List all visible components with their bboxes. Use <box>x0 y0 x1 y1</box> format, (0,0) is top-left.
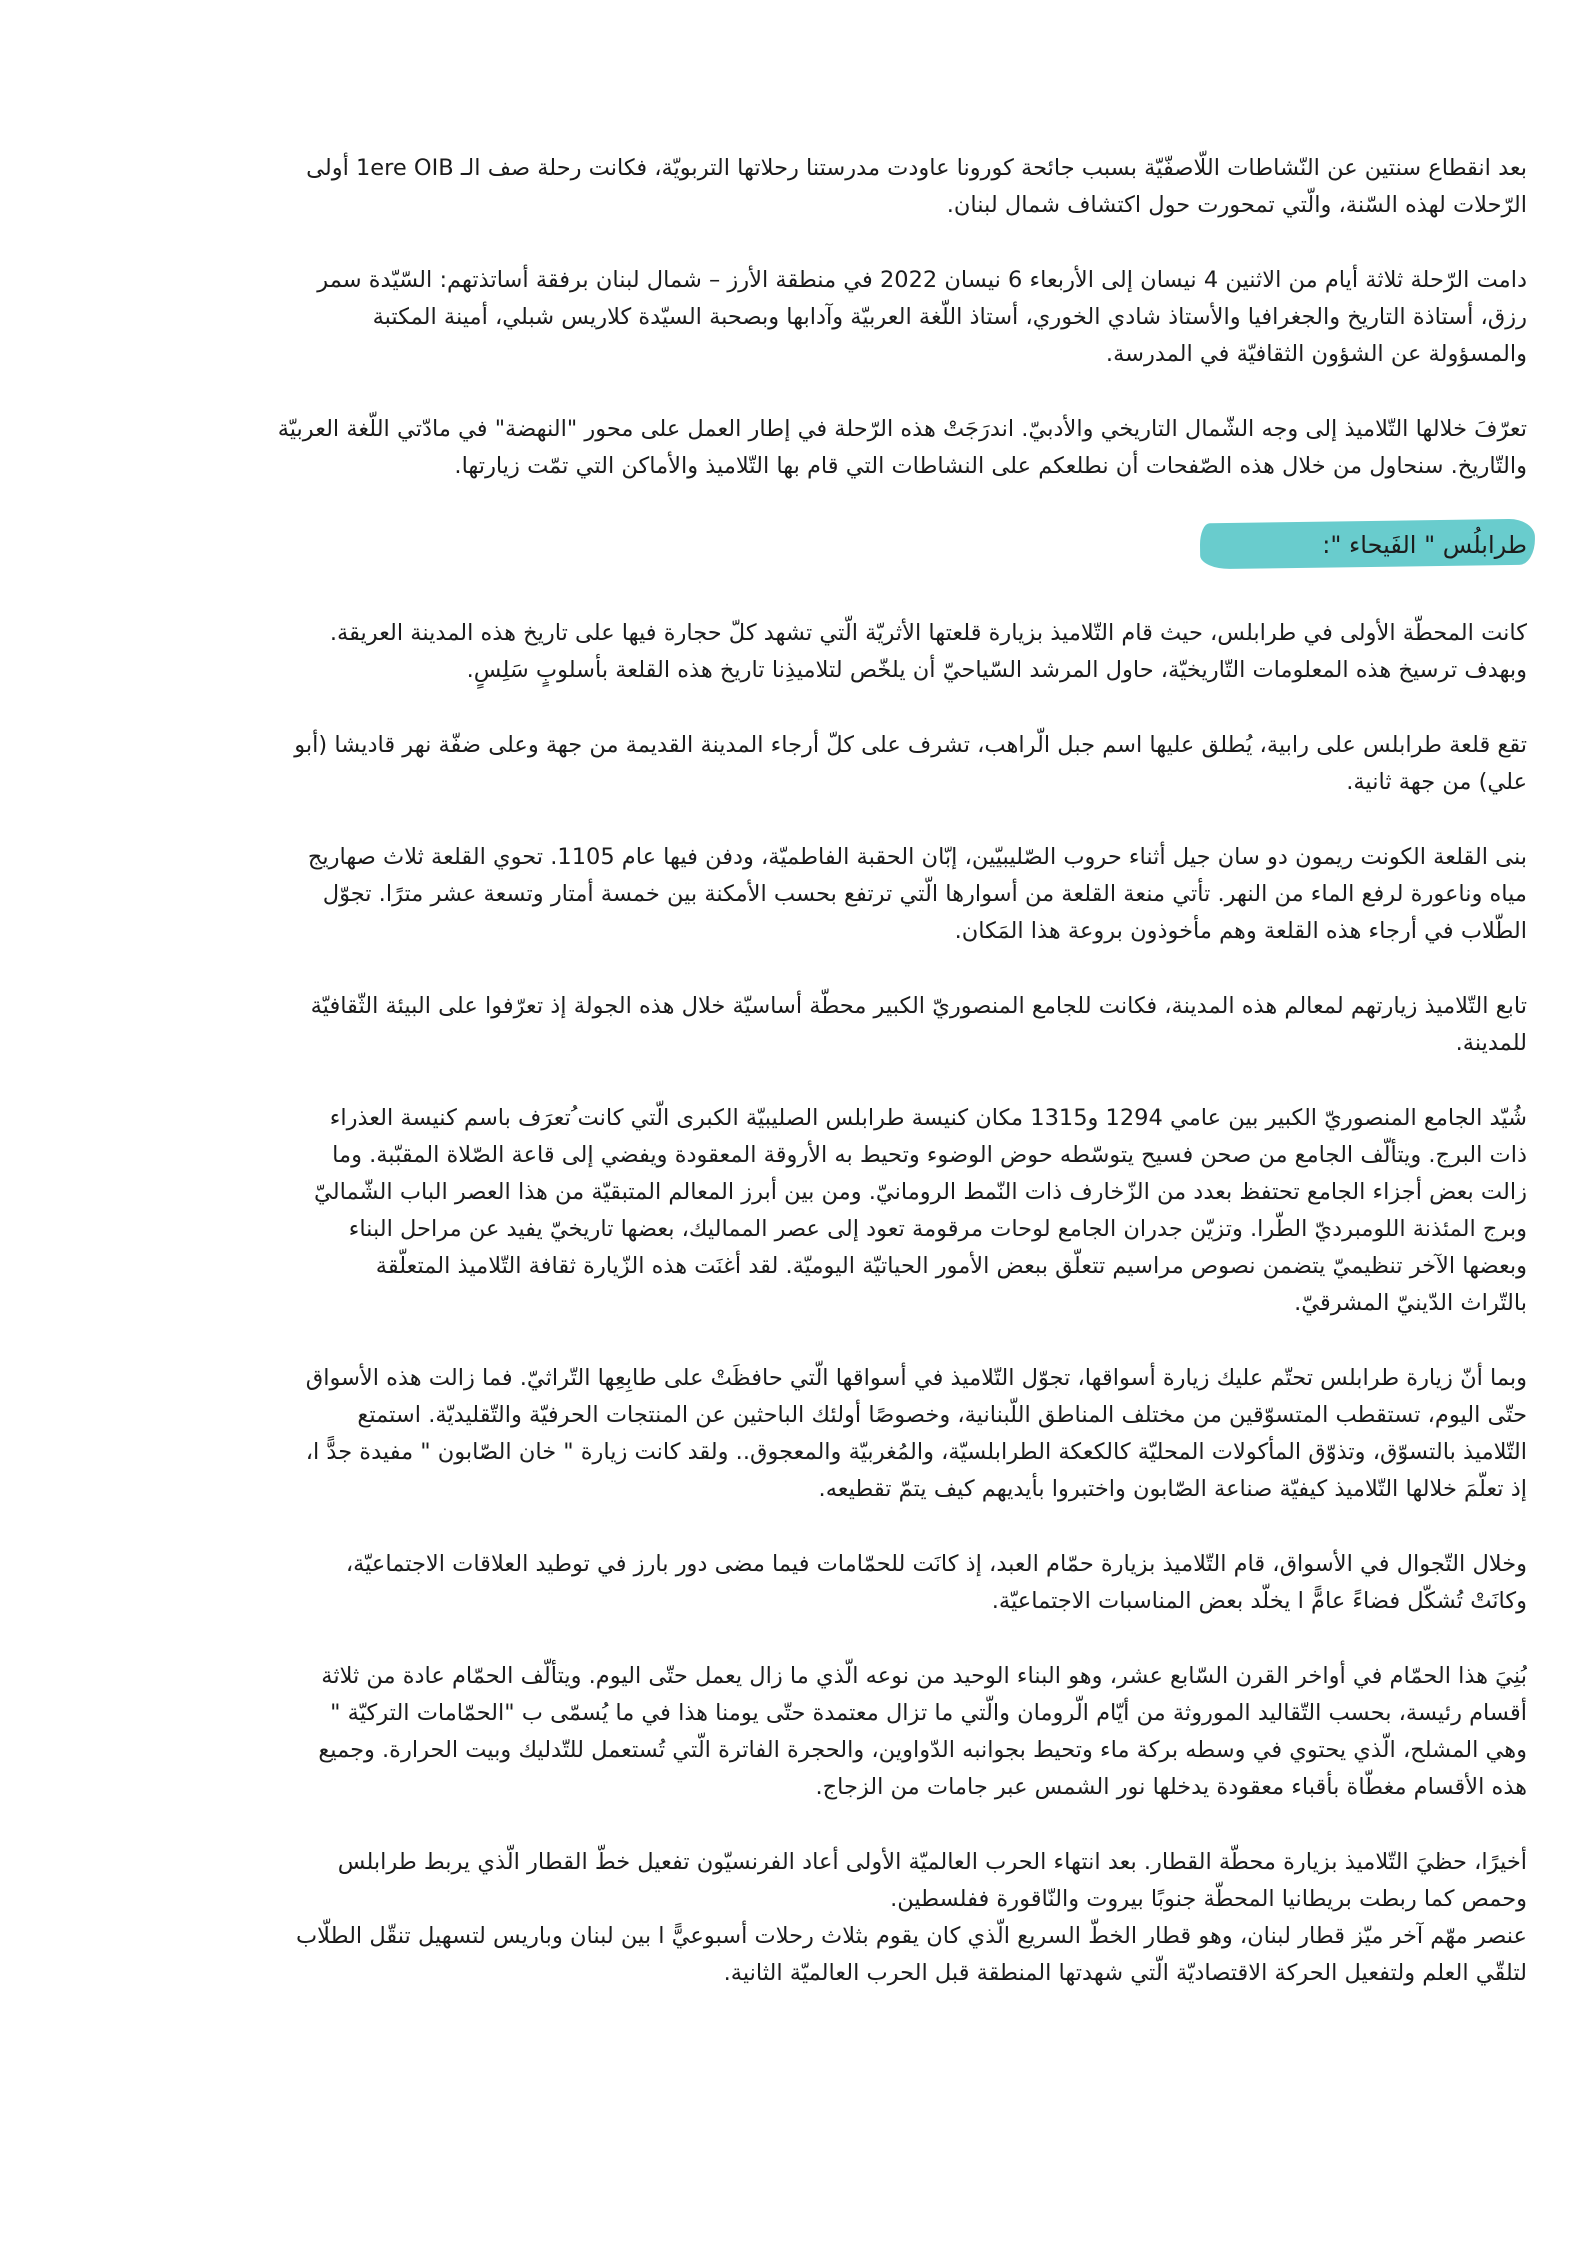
mosque-details-line: بالتّراث الدّينيّ المشرقيّ. <box>1294 1290 1527 1316</box>
theme-paragraph <box>60 411 1527 485</box>
train-line: أخيرًا، حظيَ التّلاميذ بزيارة محطّة القطار. بعد انتهاء الحرب العالميّة الأولى أعاد الفرنسيّون تفعيل خطّ القطار الّذي يربط طرابلس <box>337 1849 1527 1875</box>
first-station-paragraph <box>60 615 1527 689</box>
souks-paragraph <box>60 1360 1527 1508</box>
bath-intro-line: وخلال التّجوال في الأسواق، قام التّلاميذ بزيارة حمّام العبد، إذ كانَت للحمّامات فيما مضى دور بارز في توطيد العلاقات الاجتماعيّة، <box>345 1551 1527 1577</box>
first-station-line: كانت المحطّة الأولى في طرابلس، حيث قام التّلاميذ بزيارة قلعتها الأثريّة الّتي تشهد كلّ حجارة فيها على تاريخ هذه المدينة العريقة. <box>329 620 1527 646</box>
castle-location-paragraph <box>60 727 1527 801</box>
souks-line: التّلاميذ بالتسوّق، وتذوّق المأكولات المحليّة كالكعكة الطرابلسيّة، والمُغربيّة والمعجوق.. ولقد كانت زيارة " خان الصّابون " مفيدة جدًّ ا، <box>305 1439 1527 1465</box>
castle-history-line: مياه وناعورة لرفع الماء من النهر. تأتي منعة القلعة من أسوارها الّتي ترتفع بحسب الأمكنة بين خمسة أمتار وتسعة عشر مترًا. تجوّل <box>322 881 1527 907</box>
castle-location-line: علي) من جهة ثانية. <box>1346 769 1527 795</box>
trip-line: رزق، أستاذة التاريخ والجغرافيا والأستاذ شادي الخوري، أستاذ اللّغة العربيّة وآدابها وبصحبة السيّدة كلاريس شبلي، أمينة المكتبة <box>372 304 1527 330</box>
mosque-intro-line: للمدينة. <box>1455 1030 1527 1056</box>
trip-line: والمسؤولة عن الشؤون الثقافيّة في المدرسة. <box>1105 341 1527 367</box>
train-line: وحمص كما ربطت بريطانيا المحطّة جنوبًا بيروت والنّاقورة ففلسطين. <box>890 1886 1527 1912</box>
intro-paragraph <box>60 150 1527 224</box>
section-heading-text: طرابلُس " الفَيحاء ": <box>1322 531 1527 559</box>
bath-details-line: وهي المشلح، الّذي يحتوي في وسطه بركة ماء وتحيط بجوانبه الدّواوين، والحجرة الفاترة الّتي تُستعمل للتّدليك وبيت الحرارة. وجميع <box>318 1737 1527 1763</box>
intro-line: بعد انقطاع سنتين عن النّشاطات اللّاصفّيّة بسبب جائحة كورونا عاودت مدرستنا رحلاتها التربويّة، فكانت رحلة صف الـ 1ere OIB أولى <box>306 155 1527 181</box>
souks-line: إذ تعلّمَ خلالها التّلاميذ كيفيّة صناعة الصّابون واختبروا بأيديهم كيف يتمّ تقطيعه. <box>818 1476 1527 1502</box>
bath-intro-paragraph <box>60 1546 1527 1620</box>
first-station-line: وبهدف ترسيخ هذه المعلومات التّاريخيّة، حاول المرشد السّياحيّ أن يلخّص لتلاميذِنا تاريخ هذه القلعة بأسلوبٍ سَلِسٍ. <box>466 657 1527 683</box>
theme-line: تعرّفَ خلالها التّلاميذ إلى وجه الشّمال التاريخي والأدبيّ. اندرَجَتْ هذه الرّحلة في إطار العمل على محور "النهضة" في مادّتي اللّغة العربيّة <box>277 416 1527 442</box>
mosque-details-line: شُيّد الجامع المنصوريّ الكبير بين عامي 1294 و1315 مكان كنيسة طرابلس الصليبيّة الكبرى الّتي كانت ُتعرَف باسم كنيسة العذراء <box>329 1105 1527 1131</box>
mosque-intro-paragraph <box>60 988 1527 1062</box>
theme-line: والتّاريخ. سنحاول من خلال هذه الصّفحات أن نطلعكم على النشاطات التي قام بها التّلاميذ والأماكن التي تمّت زيارتها. <box>454 453 1527 479</box>
bath-details-line: أقسام رئيسة، بحسب التّقاليد الموروثة من أيّام الّرومان والّتي ما تزال معتمدة حتّى يومنا هذا في ما يُسمّى ب "الحمّامات التركيّة " <box>330 1700 1527 1726</box>
trip-line: دامت الرّحلة ثلاثة أيام من الاثنين 4 نيسان إلى الأربعاء 6 نيسان 2022 في منطقة الأرز – شمال لبنان برفقة أساتذتهم: السّيّدة سمر <box>317 267 1527 293</box>
section-heading <box>60 519 1527 579</box>
castle-history-line: بنى القلعة الكونت ريمون دو سان جيل أثناء حروب الصّليبيّين، إبّان الحقبة الفاطميّة، ودفن فيها عام 1105. تحوي القلعة ثلاث صهاريج <box>307 844 1527 870</box>
castle-history-paragraph <box>60 839 1527 950</box>
mosque-details-paragraph <box>60 1100 1527 1322</box>
trip-paragraph <box>60 262 1527 373</box>
castle-history-line: الطّلاب في أرجاء هذه القلعة وهم مأخوذون بروعة هذا المَكان. <box>954 918 1527 944</box>
mosque-details-line: زالت بعض أجزاء الجامع تحتفظ بعدد من الزّخارف ذات النّمط الرومانيّ. ومن بين أبرز المعالم المتبقيّة من هذا العصر الباب الشّماليّ <box>314 1179 1527 1205</box>
bath-intro-line: وكانَتْ تُشكّل فضاءً عامًّ ا يخلّد بعض المناسبات الاجتماعيّة. <box>991 1588 1527 1614</box>
mosque-intro-line: تابع التّلاميذ زيارتهم لمعالم هذه المدينة، فكانت للجامع المنصوريّ الكبير محطّة أساسيّة خلال هذه الجولة إذ تعرّفوا على البيئة الثّقافيّة <box>310 993 1527 1019</box>
mosque-details-line: وبرج المئذنة اللومبرديّ الطّرا. وتزيّن جدران الجامع لوحات مرقومة تعود إلى عصر المماليك، بعضها تاريخيّ يفيد عن مراحل البناء <box>348 1216 1527 1242</box>
souks-line: حتّى اليوم، تستقطب المتسوّقين من مختلف المناطق اللّبنانية، وخصوصًا أولئك الباحثين عن المنتجات الحرفيّة والتّقليديّة. استمتع <box>357 1402 1527 1428</box>
express-line: عنصر مهّم آخر ميّز قطار لبنان، وهو قطار الخطّ السريع الّذي كان يقوم بثلاث رحلات أسبوعيًّ ا بين لبنان وباريس لتسهيل تنقّل الطلّاب <box>296 1923 1527 1949</box>
express-paragraph <box>60 1918 1527 1992</box>
mosque-details-line: وبعضها الآخر تنظيميّ يتضمن نصوص مراسيم تتعلّق ببعض الأمور الحياتيّة اليوميّة. لقد أغنَت هذه الزّيارة ثقافة التّلاميذ المتعلّقة <box>375 1253 1527 1279</box>
souks-line: وبما أنّ زيارة طرابلس تحتّم عليك زيارة أسواقها، تجوّل التّلاميذ في أسواقها الّتي حافظَتْ على طابِعِها التّراثيّ. فما زالت هذه الأسواق <box>305 1365 1527 1391</box>
bath-details-line: بُنِيَ هذا الحمّام في أواخر القرن السّابع عشر، وهو البناء الوحيد من نوعه الّذي ما زال يعمل حتّى اليوم. ويتألّف الحمّام عادة من ثلاثة <box>321 1663 1527 1689</box>
train-paragraph <box>60 1844 1527 1918</box>
mosque-details-line: ذات البرج. ويتألّف الجامع من صحن فسيح يتوسّطه حوض الوضوء وتحيط به الأروقة المعقودة ويفضي إلى قاعة الصّلاة المقبّبة. وما <box>332 1142 1527 1168</box>
bath-details-paragraph <box>60 1658 1527 1806</box>
express-line: لتلقّي العلم ولتفعيل الحركة الاقتصاديّة الّتي شهدتها المنطقة قبل الحرب العالميّة الثانية. <box>723 1960 1527 1986</box>
intro-line: الرّحلات لهذه السّنة، والّتي تمحورت حول اكتشاف شمال لبنان. <box>946 192 1527 218</box>
bath-details-line: هذه الأقسام مغطّاة بأقباء معقودة يدخلها نور الشمس عبر جامات من الزجاج. <box>815 1774 1527 1800</box>
castle-location-line: تقع قلعة طرابلس على رابية، يُطلق عليها اسم جبل الّراهب، تشرف على كلّ أرجاء المدينة القديمة من جهة وعلى ضفّة نهر قاديشا (أبو <box>294 732 1527 758</box>
